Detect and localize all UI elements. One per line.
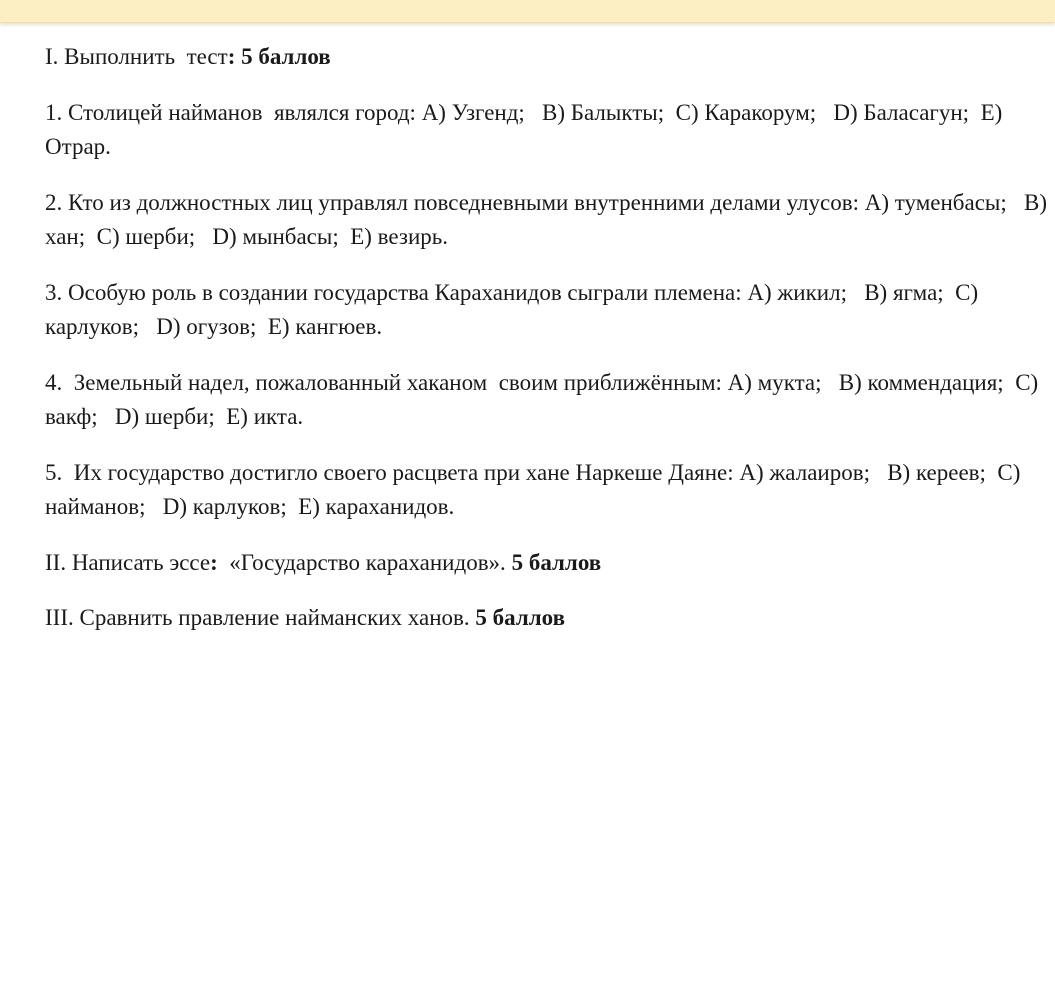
section-2-heading [45,546,1050,580]
question-1: 1. Столицей найманов являлся город: А) Узгенд; В) Балыкты; С) Каракорум; D) Баласагун; Е) Отрар. [45,100,1009,159]
section-2-points: 5 баллов [511,550,602,575]
section-1-colon: : [227,44,236,69]
section-1-points: 5 баллов [235,44,331,69]
section-1-heading [45,40,1050,74]
essay-title: «Государство караханидов». [217,550,512,575]
question-3: 3. Особую роль в создании государства Караханидов сыграли племена: А) жикил; В) ягма; С) карлуков; D) огузов; Е) кангюев. [45,280,984,339]
section-3-points: 5 баллов [475,605,565,630]
section-2-text: II. Написать эссе [45,550,211,575]
question-4: 4. Земельный надел, пожалованный хаканом своим приближённым: А) мукта; В) коммендация; С) вакф; D) шерби; Е) икта. [45,370,1044,429]
section-1-text: I. Выполнить тест [45,44,228,69]
section-2-colon: : [210,550,218,575]
question-5: 5. Их государство достигло своего расцвета при хане Наркеше Даяне: А) жалаиров; В) кереев; С) найманов; D) карлуков; Е) караханидов. [45,460,1027,519]
section-3-text: III. Сравнить правление найманских ханов. [45,605,476,630]
top-banner [0,0,1055,23]
question-2: 2. Кто из должностных лиц управлял повседневными внутренними делами улусов: А) туменбасы; В) хан; С) шерби; D) мынбасы; Е) везирь. [45,190,1053,249]
section-3-heading [45,601,1050,635]
document-body [45,40,1053,657]
